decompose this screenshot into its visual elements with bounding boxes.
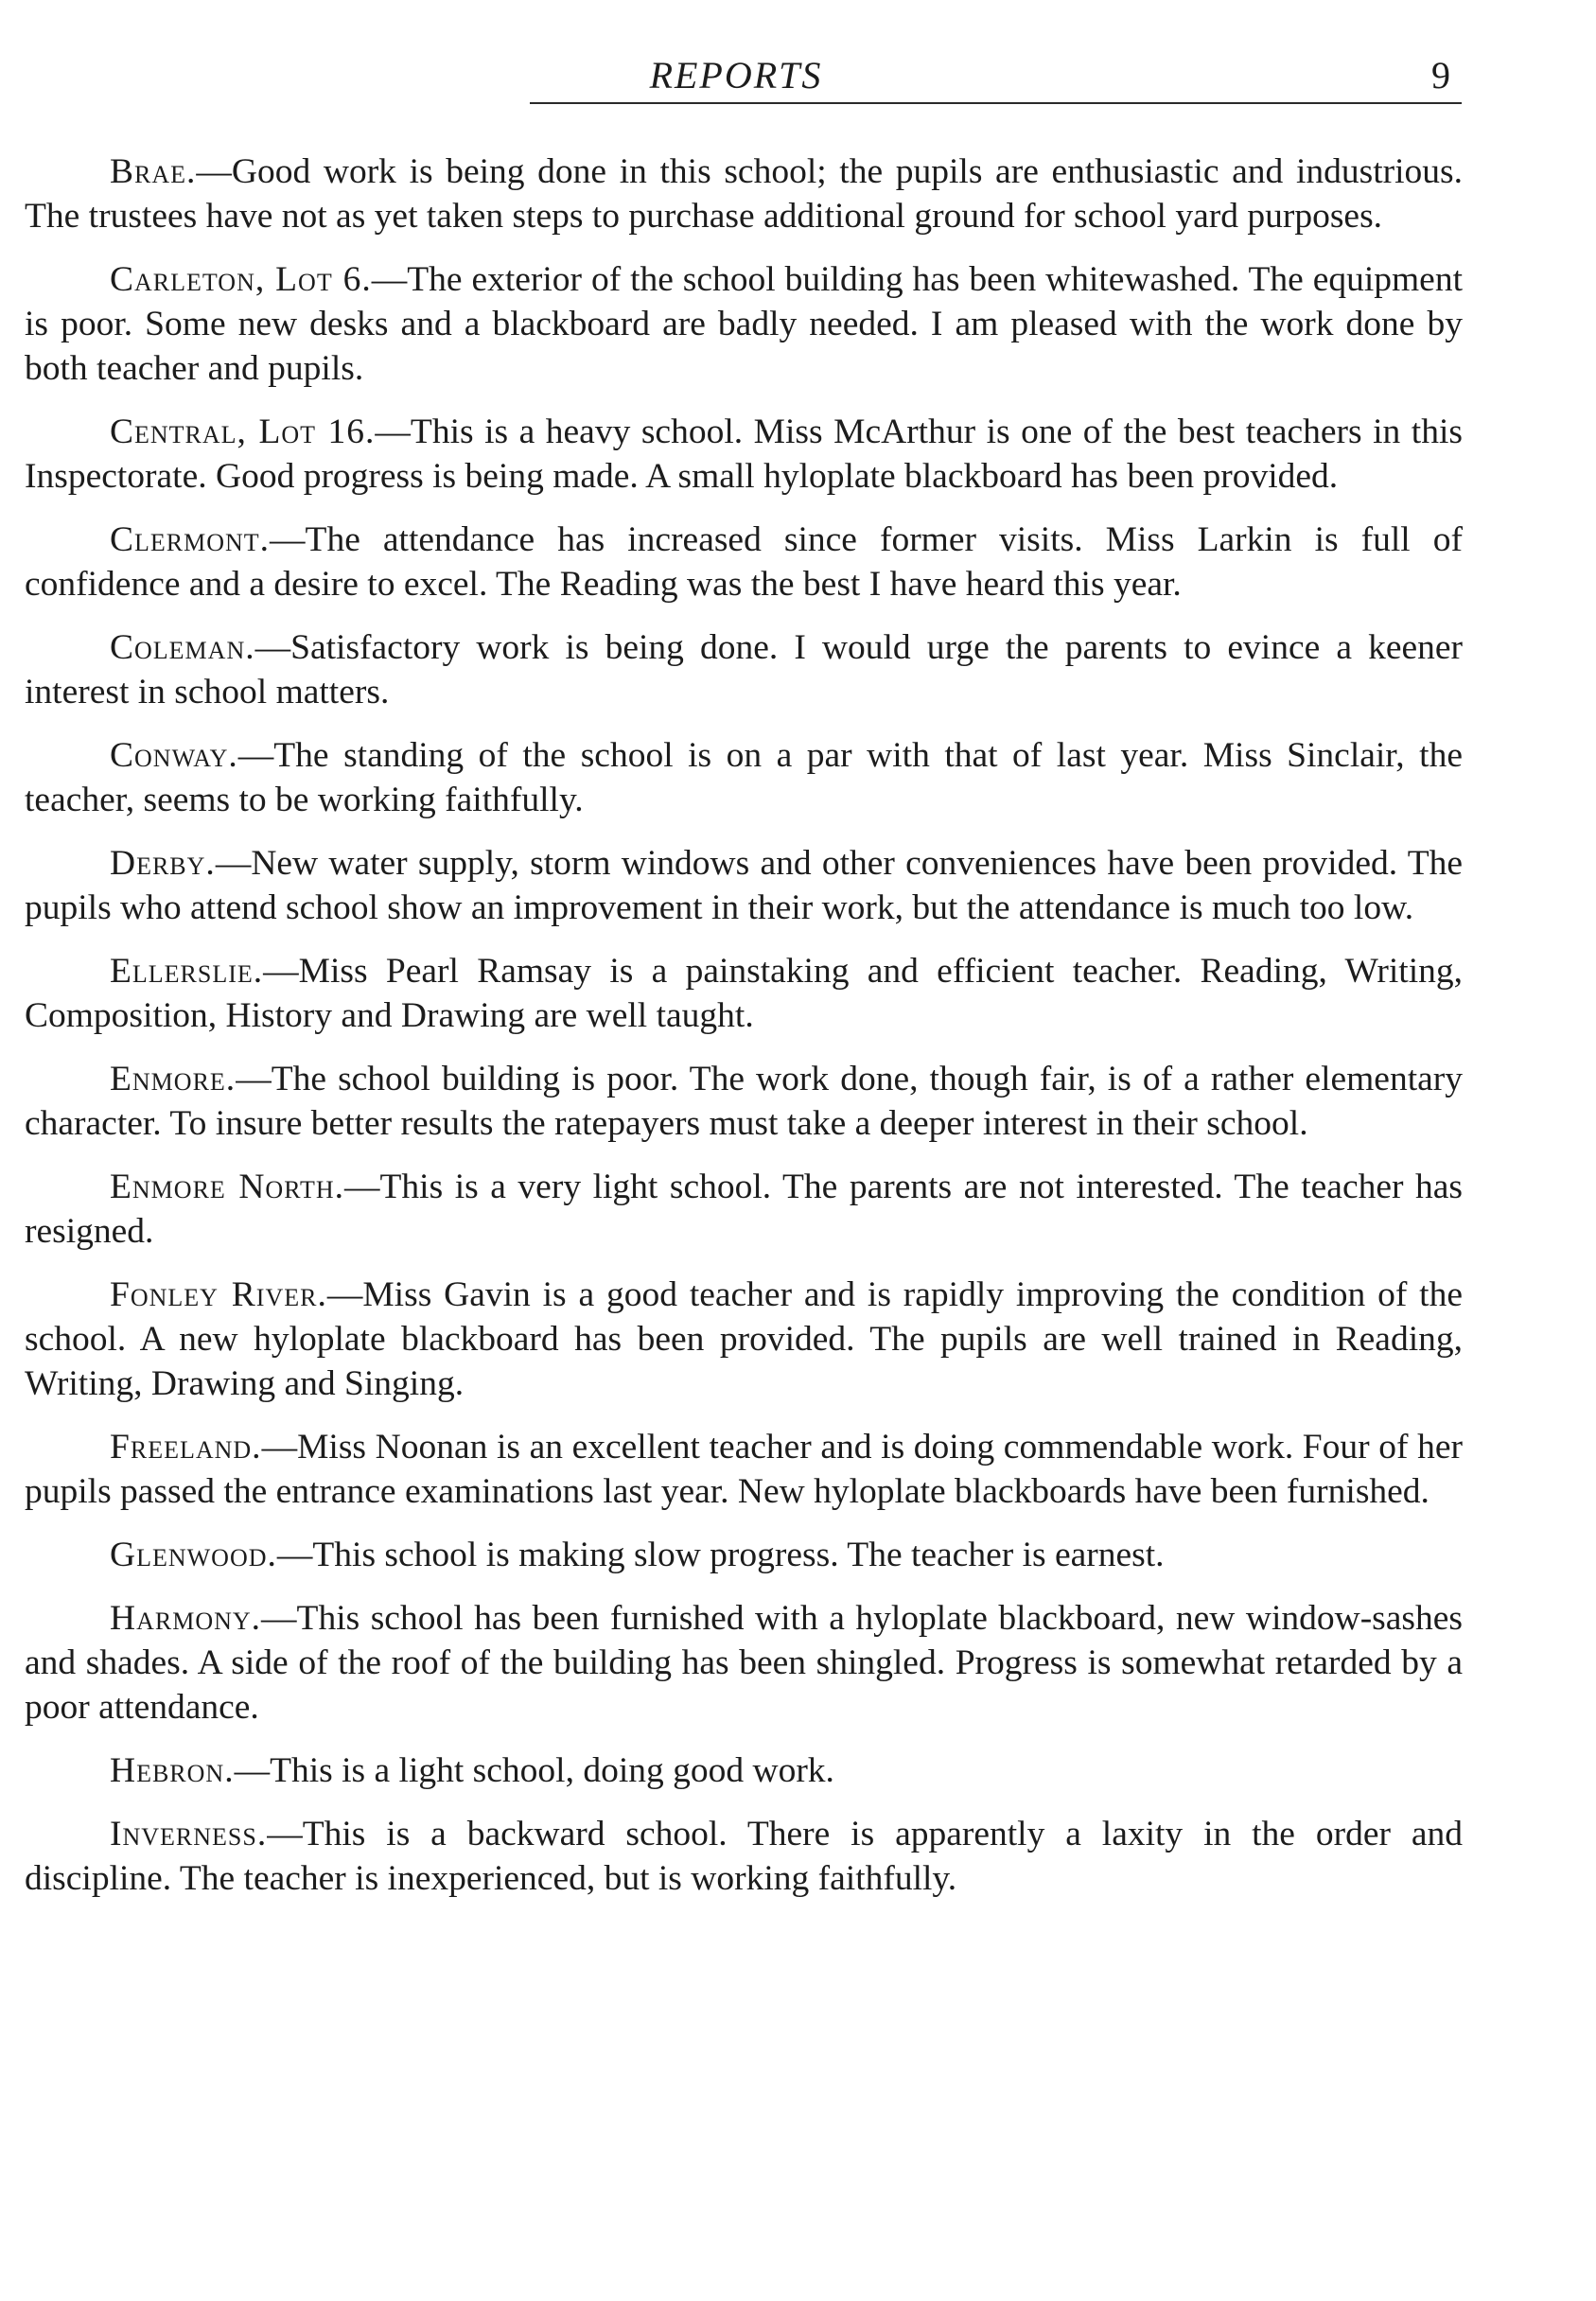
school-name: Derby. <box>110 844 216 883</box>
page-number: 9 <box>1431 54 1450 97</box>
report-entry-clermont <box>25 518 1463 606</box>
school-name: Enmore. <box>110 1060 237 1098</box>
school-name: Coleman. <box>110 628 255 667</box>
report-entry-fonley-river <box>25 1273 1463 1406</box>
report-text: —New water supply, storm windows and other conveniences have been provided. The pupils who attend school show an improvement in their work, but the attendance is much too low. <box>25 844 1463 927</box>
school-name: Clermont. <box>110 520 271 559</box>
report-entry-conway <box>25 733 1463 822</box>
report-entry-ellerslie <box>25 949 1463 1038</box>
school-name: Central, Lot 16. <box>110 413 376 451</box>
school-name: Inverness. <box>110 1815 268 1853</box>
report-text: —The attendance has increased since former visits. Miss Larkin is full of confidence and a desire to excel. The Reading was the best I have heard this year. <box>25 520 1463 604</box>
school-name: Conway. <box>110 736 238 775</box>
school-name: Freeland. <box>110 1428 262 1467</box>
school-name: Glenwood. <box>110 1536 277 1574</box>
report-text: —Miss Pearl Ramsay is a painstaking and efficient teacher. Reading, Writing, Composition, History and Drawing are well taught. <box>25 952 1463 1035</box>
report-text: —The school building is poor. The work done, though fair, is of a rather elementary character. To insure better results the ratepayers must take a deeper interest in their school. <box>25 1060 1463 1143</box>
school-name: Enmore North. <box>110 1168 345 1206</box>
report-text: —This school has been furnished with a hyloplate blackboard, new window-sashes and shades. A side of the roof of the building has been shingled. Progress is somewhat retarded by a poor attendance. <box>25 1599 1463 1727</box>
report-entry-hebron <box>25 1748 1463 1793</box>
report-text: —This is a light school, doing good work. <box>234 1751 834 1790</box>
school-name: Ellerslie. <box>110 952 264 991</box>
report-entry-inverness <box>25 1812 1463 1901</box>
report-entry-enmore <box>25 1057 1463 1146</box>
report-entry-derby <box>25 841 1463 930</box>
report-text: —Satisfactory work is being done. I would urge the parents to evince a keener interest in school matters. <box>25 628 1463 711</box>
school-name: Fonley River. <box>110 1275 327 1314</box>
page-header <box>26 49 1460 106</box>
report-text: —The exterior of the school building has been whitewashed. The equipment is poor. Some new desks and a blackboard are badly needed. I am pleased with the work done by both teacher and pupils. <box>25 260 1463 388</box>
report-entry-harmony <box>25 1596 1463 1730</box>
report-entry-glenwood <box>25 1533 1463 1577</box>
school-name: Hebron. <box>110 1751 235 1790</box>
report-text: —Miss Noonan is an excellent teacher and is doing commendable work. Four of her pupils passed the entrance examinations last year. New hyloplate blackboards have been furnished. <box>25 1428 1463 1511</box>
report-text: —This is a heavy school. Miss McArthur is one of the best teachers in this Inspectorate. Good progress is being made. A small hyloplate blackboard has been provided. <box>25 413 1463 496</box>
report-text: —This is a very light school. The parents are not interested. The teacher has resigned. <box>25 1168 1463 1251</box>
school-name: Harmony. <box>110 1599 262 1638</box>
report-entry-brae <box>25 149 1463 238</box>
report-entry-coleman <box>25 625 1463 714</box>
report-text: —The standing of the school is on a par with that of last year. Miss Sinclair, the teacher, seems to be working faithfully. <box>25 736 1463 819</box>
report-text: —Miss Gavin is a good teacher and is rapidly improving the condition of the school. A new hyloplate blackboard has been provided. The pupils are well trained in Reading, Writing, Drawing and Singing. <box>25 1275 1463 1403</box>
report-body <box>25 149 1463 1901</box>
report-entry-carleton <box>25 257 1463 391</box>
report-text: —Good work is being done in this school; the pupils are enthusiastic and industrious. The trustees have not as yet taken steps to purchase additional ground for school yard purposes. <box>25 152 1463 236</box>
report-text: —This school is making slow progress. The teacher is earnest. <box>276 1536 1165 1574</box>
school-name: Carleton, Lot 6. <box>110 260 372 299</box>
report-entry-freeland <box>25 1425 1463 1514</box>
report-entry-enmore-north <box>25 1165 1463 1254</box>
header-rule <box>530 102 1462 104</box>
report-text: —This is a backward school. There is apparently a laxity in the order and discipline. The teacher is inexperienced, but is working faithfully. <box>25 1815 1463 1898</box>
school-name: Brae. <box>110 152 197 191</box>
report-entry-central <box>25 410 1463 499</box>
running-title: REPORTS <box>649 54 823 97</box>
